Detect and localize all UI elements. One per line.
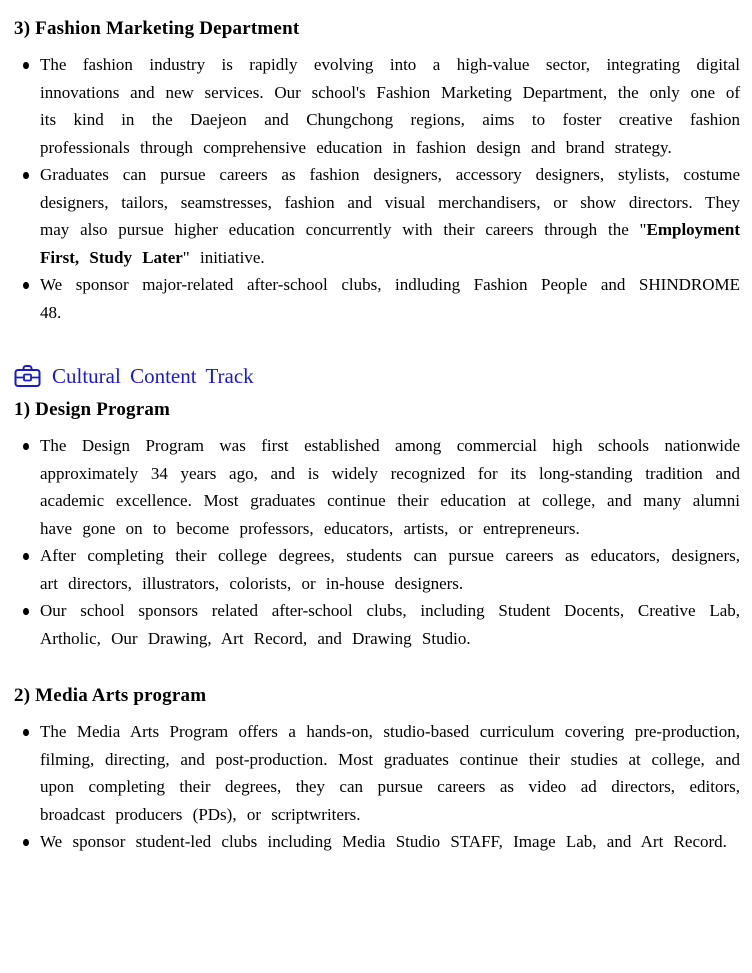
bullet-text-post: " initiative.	[182, 247, 265, 267]
bullet-item-design-3	[14, 597, 740, 652]
design-program-heading: 1) Design Program	[14, 399, 171, 420]
bullet-item-design-2	[14, 542, 740, 597]
bullet-text: The Media Arts Program offers a hands-on, studio-based curriculum covering pre-production, filming, directing, and post-production. Most graduates continue their studies at college, and upon completing their degrees, they can pursue careers as video ad directors, editors, broadcast producers (PDs), or scriptwriters.	[40, 722, 740, 824]
cultural-content-track-header	[14, 363, 740, 389]
bullet-item-fashion-1	[14, 51, 740, 161]
fashion-bullet-list	[14, 51, 740, 326]
cultural-content-track-title: Cultural Content Track	[52, 364, 254, 388]
media-bullet-list	[14, 718, 740, 856]
bullet-item-media-2	[14, 828, 740, 856]
bullet-text: We sponsor major-related after-school clubs, indluding Fashion People and SHINDROME 48.	[40, 275, 740, 322]
bullet-text-pre: Graduates can pursue careers as fashion designers, accessory designers, stylists, costume designers, tailors, seamstresses, fashion and visual merchandisers, or show directors. They may also pursue higher education concurrently with their careers through the "	[40, 165, 740, 239]
section-fashion-marketing	[14, 16, 740, 326]
bullet-item-fashion-2	[14, 161, 740, 271]
media-arts-heading: 2) Media Arts program	[14, 685, 207, 706]
bullet-item-design-1	[14, 432, 740, 542]
design-bullet-list	[14, 432, 740, 652]
bullet-text: After completing their college degrees, students can pursue careers as educators, designers, art directors, illustrators, colorists, or in-house designers.	[40, 546, 740, 593]
fashion-department-heading: 3) Fashion Marketing Department	[14, 18, 300, 39]
briefcase-icon	[14, 364, 41, 388]
bullet-item-fashion-3	[14, 271, 740, 326]
bullet-text-bold-phrase: Employment First, Study Later	[40, 220, 740, 267]
bullet-item-media-1	[14, 718, 740, 828]
section-media-arts	[14, 683, 740, 856]
bullet-text: Our school sponsors related after-school clubs, including Student Docents, Creative Lab, Artholic, Our Drawing, Art Record, and Drawing Studio.	[40, 601, 740, 648]
section-design-program	[14, 397, 740, 652]
bullet-text: The fashion industry is rapidly evolving into a high-value sector, integrating digital innovations and new services. Our school's Fashion Marketing Department, the only one of its kind in the Daejeon and Chungchong regions, aims to foster creative fashion professionals through comprehensive education in fashion design and brand strategy.	[40, 55, 740, 157]
bullet-text: The Design Program was first established among commercial high schools nationwide approximately 34 years ago, and is widely recognized for its long-standing tradition and academic excellence. Most graduates continue their education at college, and many alumni have gone on to become professors, educators, artists, or entrepreneurs.	[40, 436, 740, 538]
bullet-text: We sponsor student-led clubs including Media Studio STAFF, Image Lab, and Art Record.	[40, 832, 727, 851]
